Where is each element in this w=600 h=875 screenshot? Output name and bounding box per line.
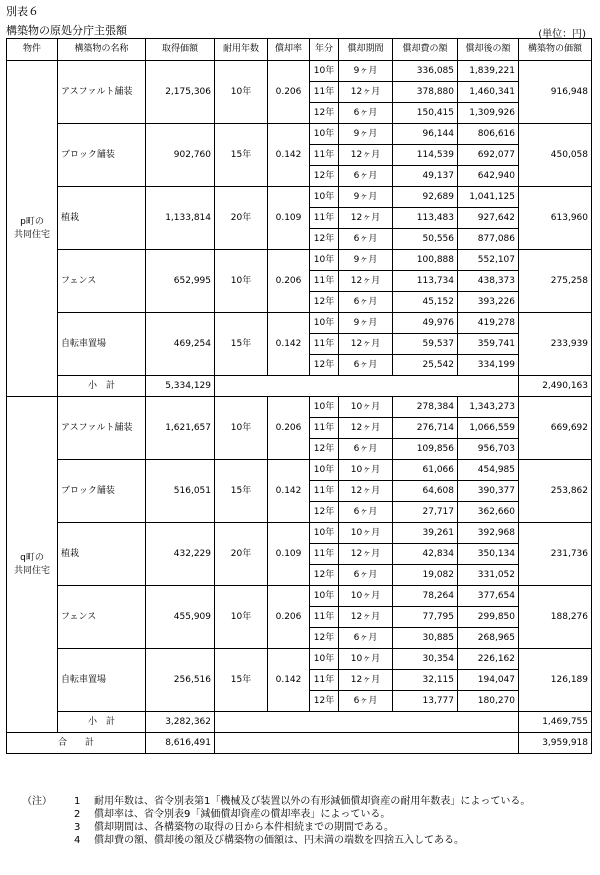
depreciation-rate: 0.142 (268, 649, 310, 712)
useful-life: 15年 (215, 460, 268, 523)
column-header: 物件 (7, 39, 58, 61)
useful-life: 15年 (215, 313, 268, 376)
depreciation-rate: 0.109 (268, 187, 310, 250)
depreciation-amount: 336,085 (393, 61, 458, 82)
valuation-table (6, 38, 592, 754)
note-number: 3 (74, 822, 81, 833)
column-header: 償却率 (268, 39, 310, 61)
depreciation-amount: 100,888 (393, 250, 458, 271)
note-row (22, 834, 534, 847)
depreciation-amount: 61,066 (393, 460, 458, 481)
period-cell: 6ヶ月 (339, 355, 393, 376)
depreciation-amount: 25,542 (393, 355, 458, 376)
book-value-after: 392,968 (458, 523, 519, 544)
year-cell: 10年 (310, 313, 339, 334)
table-row (7, 649, 592, 670)
depreciation-amount: 27,717 (393, 502, 458, 523)
depreciation-rate: 0.206 (268, 397, 310, 460)
column-header: 構築物の価額 (519, 39, 592, 61)
year-cell: 12年 (310, 439, 339, 460)
asset-value: 613,960 (519, 187, 592, 250)
book-value-after: 377,654 (458, 586, 519, 607)
year-cell: 11年 (310, 418, 339, 439)
total-value: 3,959,918 (519, 733, 592, 754)
period-cell: 6ヶ月 (339, 502, 393, 523)
period-cell: 6ヶ月 (339, 292, 393, 313)
book-value-after: 393,226 (458, 292, 519, 313)
depreciation-amount: 276,714 (393, 418, 458, 439)
book-value-after: 268,965 (458, 628, 519, 649)
note-text: 耐用年数は、省令別表第1「機械及び装置以外の有形減価償却資産の耐用年数表」によっている。 (94, 796, 531, 807)
asset-value: 126,189 (519, 649, 592, 712)
year-cell: 11年 (310, 544, 339, 565)
book-value-after: 226,162 (458, 649, 519, 670)
depreciation-amount: 19,082 (393, 565, 458, 586)
depreciation-rate: 0.142 (268, 313, 310, 376)
total-blank (215, 733, 519, 754)
subtotal-label: 小 計 (58, 712, 146, 733)
depreciation-amount: 13,777 (393, 691, 458, 712)
acquisition-cost: 2,175,306 (146, 61, 215, 124)
year-cell: 10年 (310, 61, 339, 82)
header-row (7, 39, 592, 61)
book-value-after: 1,309,926 (458, 103, 519, 124)
period-cell: 12ヶ月 (339, 418, 393, 439)
book-value-after: 877,086 (458, 229, 519, 250)
depreciation-amount: 77,795 (393, 607, 458, 628)
period-cell: 10ヶ月 (339, 397, 393, 418)
period-cell: 6ヶ月 (339, 439, 393, 460)
period-cell: 12ヶ月 (339, 481, 393, 502)
asset-value: 275,258 (519, 250, 592, 313)
book-value-after: 1,460,341 (458, 82, 519, 103)
asset-name: フェンス (58, 250, 146, 313)
acquisition-cost: 256,516 (146, 649, 215, 712)
note-row (22, 821, 534, 834)
subtotal-blank (215, 376, 519, 397)
book-value-after: 642,940 (458, 166, 519, 187)
book-value-after: 927,642 (458, 208, 519, 229)
asset-name: 植栽 (58, 523, 146, 586)
asset-name: フェンス (58, 586, 146, 649)
acquisition-cost: 516,051 (146, 460, 215, 523)
acquisition-cost: 1,621,657 (146, 397, 215, 460)
book-value-after: 454,985 (458, 460, 519, 481)
total-cost: 8,616,491 (146, 733, 215, 754)
asset-value: 916,948 (519, 61, 592, 124)
note-number: 1 (74, 796, 81, 807)
book-value-after: 692,077 (458, 145, 519, 166)
sheet-label: 別表６ (6, 5, 39, 18)
book-value-after: 299,850 (458, 607, 519, 628)
depreciation-amount: 150,415 (393, 103, 458, 124)
acquisition-cost: 432,229 (146, 523, 215, 586)
useful-life: 10年 (215, 586, 268, 649)
period-cell: 9ヶ月 (339, 124, 393, 145)
asset-name: 植栽 (58, 187, 146, 250)
year-cell: 12年 (310, 355, 339, 376)
year-cell: 12年 (310, 502, 339, 523)
depreciation-amount: 109,856 (393, 439, 458, 460)
depreciation-amount: 42,834 (393, 544, 458, 565)
useful-life: 10年 (215, 397, 268, 460)
useful-life: 15年 (215, 649, 268, 712)
period-cell: 12ヶ月 (339, 607, 393, 628)
year-cell: 12年 (310, 103, 339, 124)
year-cell: 10年 (310, 523, 339, 544)
asset-name: アスファルト舗装 (58, 397, 146, 460)
year-cell: 10年 (310, 397, 339, 418)
subtotal-blank (215, 712, 519, 733)
period-cell: 12ヶ月 (339, 208, 393, 229)
year-cell: 10年 (310, 124, 339, 145)
subtotal-value: 2,490,163 (519, 376, 592, 397)
notes-tag: （注） (22, 796, 52, 807)
acquisition-cost: 902,760 (146, 124, 215, 187)
depreciation-rate: 0.142 (268, 124, 310, 187)
period-cell: 6ヶ月 (339, 166, 393, 187)
year-cell: 11年 (310, 670, 339, 691)
depreciation-amount: 378,880 (393, 82, 458, 103)
depreciation-amount: 45,152 (393, 292, 458, 313)
asset-name: アスファルト舗装 (58, 61, 146, 124)
subtotal-cost: 5,334,129 (146, 376, 215, 397)
year-cell: 10年 (310, 586, 339, 607)
book-value-after: 194,047 (458, 670, 519, 691)
period-cell: 9ヶ月 (339, 61, 393, 82)
acquisition-cost: 652,995 (146, 250, 215, 313)
book-value-after: 359,741 (458, 334, 519, 355)
year-cell: 10年 (310, 649, 339, 670)
year-cell: 11年 (310, 271, 339, 292)
table-row (7, 523, 592, 544)
period-cell: 12ヶ月 (339, 544, 393, 565)
depreciation-amount: 114,539 (393, 145, 458, 166)
table-row (7, 313, 592, 334)
note-number: 2 (74, 809, 81, 820)
column-header: 構築物の名称 (58, 39, 146, 61)
document-title: 構築物の原処分庁主張額 (6, 24, 127, 37)
column-header: 償却期間 (339, 39, 393, 61)
period-cell: 6ヶ月 (339, 565, 393, 586)
acquisition-cost: 1,133,814 (146, 187, 215, 250)
book-value-after: 552,107 (458, 250, 519, 271)
year-cell: 12年 (310, 166, 339, 187)
period-cell: 12ヶ月 (339, 670, 393, 691)
table-row (7, 397, 592, 418)
year-cell: 11年 (310, 82, 339, 103)
subtotal-cost: 3,282,362 (146, 712, 215, 733)
subtotal-label: 小 計 (58, 376, 146, 397)
year-cell: 11年 (310, 334, 339, 355)
year-cell: 12年 (310, 691, 339, 712)
depreciation-rate: 0.206 (268, 586, 310, 649)
total-row (7, 733, 592, 754)
table-row (7, 586, 592, 607)
asset-value: 188,276 (519, 586, 592, 649)
year-cell: 11年 (310, 481, 339, 502)
subtotal-row (7, 712, 592, 733)
period-cell: 10ヶ月 (339, 460, 393, 481)
useful-life: 20年 (215, 187, 268, 250)
year-cell: 11年 (310, 607, 339, 628)
asset-name: ブロック舗装 (58, 124, 146, 187)
column-header: 取得価額 (146, 39, 215, 61)
book-value-after: 1,066,559 (458, 418, 519, 439)
asset-value: 450,058 (519, 124, 592, 187)
column-header: 耐用年数 (215, 39, 268, 61)
book-value-after: 362,660 (458, 502, 519, 523)
table-row (7, 460, 592, 481)
period-cell: 12ヶ月 (339, 334, 393, 355)
book-value-after: 334,199 (458, 355, 519, 376)
period-cell: 12ヶ月 (339, 82, 393, 103)
year-cell: 12年 (310, 292, 339, 313)
note-row (22, 808, 534, 821)
year-cell: 12年 (310, 229, 339, 250)
table-row (7, 187, 592, 208)
depreciation-amount: 49,976 (393, 313, 458, 334)
book-value-after: 180,270 (458, 691, 519, 712)
book-value-after: 806,616 (458, 124, 519, 145)
depreciation-amount: 96,144 (393, 124, 458, 145)
note-text: 償却率は、省令別表9「減価償却資産の償却率表」によっている。 (94, 809, 391, 820)
depreciation-amount: 32,115 (393, 670, 458, 691)
asset-name: 自転車置場 (58, 313, 146, 376)
depreciation-amount: 278,384 (393, 397, 458, 418)
asset-name: 自転車置場 (58, 649, 146, 712)
depreciation-amount: 59,537 (393, 334, 458, 355)
depreciation-rate: 0.206 (268, 250, 310, 313)
period-cell: 6ヶ月 (339, 103, 393, 124)
note-text: 償却費の額、償却後の額及び構築物の価額は、円未満の端数を四捨五入してある。 (94, 835, 464, 846)
book-value-after: 390,377 (458, 481, 519, 502)
table-row (7, 61, 592, 82)
asset-name: ブロック舗装 (58, 460, 146, 523)
asset-value: 669,692 (519, 397, 592, 460)
period-cell: 9ヶ月 (339, 187, 393, 208)
depreciation-amount: 30,354 (393, 649, 458, 670)
year-cell: 11年 (310, 145, 339, 166)
book-value-after: 956,703 (458, 439, 519, 460)
useful-life: 20年 (215, 523, 268, 586)
book-value-after: 331,052 (458, 565, 519, 586)
period-cell: 12ヶ月 (339, 271, 393, 292)
year-cell: 12年 (310, 628, 339, 649)
year-cell: 11年 (310, 208, 339, 229)
table-body (7, 61, 592, 754)
period-cell: 12ヶ月 (339, 145, 393, 166)
useful-life: 15年 (215, 124, 268, 187)
column-header: 償却費の額 (393, 39, 458, 61)
year-cell: 10年 (310, 250, 339, 271)
book-value-after: 1,343,273 (458, 397, 519, 418)
column-header: 年分 (310, 39, 339, 61)
note-row (22, 795, 534, 808)
depreciation-amount: 78,264 (393, 586, 458, 607)
depreciation-amount: 113,734 (393, 271, 458, 292)
period-cell: 6ヶ月 (339, 229, 393, 250)
note-text: 償却期間は、各構築物の取得の日から本件相続までの期間である。 (94, 822, 394, 833)
depreciation-amount: 50,556 (393, 229, 458, 250)
depreciation-amount: 64,608 (393, 481, 458, 502)
book-value-after: 350,134 (458, 544, 519, 565)
note-number: 4 (74, 835, 81, 846)
asset-value: 253,862 (519, 460, 592, 523)
subtotal-value: 1,469,755 (519, 712, 592, 733)
depreciation-rate: 0.109 (268, 523, 310, 586)
table-row (7, 250, 592, 271)
period-cell: 9ヶ月 (339, 250, 393, 271)
subtotal-row (7, 376, 592, 397)
notes (22, 795, 534, 847)
depreciation-amount: 30,885 (393, 628, 458, 649)
period-cell: 6ヶ月 (339, 628, 393, 649)
depreciation-amount: 39,261 (393, 523, 458, 544)
book-value-after: 1,839,221 (458, 61, 519, 82)
year-cell: 10年 (310, 460, 339, 481)
acquisition-cost: 469,254 (146, 313, 215, 376)
depreciation-amount: 113,483 (393, 208, 458, 229)
depreciation-rate: 0.206 (268, 61, 310, 124)
total-label: 合 計 (7, 733, 146, 754)
asset-value: 231,736 (519, 523, 592, 586)
column-header: 償却後の額 (458, 39, 519, 61)
asset-value: 233,939 (519, 313, 592, 376)
period-cell: 6ヶ月 (339, 691, 393, 712)
property-name: q町の 共同住宅 (7, 397, 58, 733)
year-cell: 10年 (310, 187, 339, 208)
useful-life: 10年 (215, 61, 268, 124)
period-cell: 10ヶ月 (339, 586, 393, 607)
book-value-after: 419,278 (458, 313, 519, 334)
book-value-after: 1,041,125 (458, 187, 519, 208)
useful-life: 10年 (215, 250, 268, 313)
acquisition-cost: 455,909 (146, 586, 215, 649)
depreciation-rate: 0.142 (268, 460, 310, 523)
year-cell: 12年 (310, 565, 339, 586)
unit-label: (単位：円) (538, 29, 586, 40)
period-cell: 10ヶ月 (339, 649, 393, 670)
period-cell: 9ヶ月 (339, 313, 393, 334)
property-name: p町の 共同住宅 (7, 61, 58, 397)
depreciation-amount: 49,137 (393, 166, 458, 187)
table-row (7, 124, 592, 145)
depreciation-amount: 92,689 (393, 187, 458, 208)
period-cell: 10ヶ月 (339, 523, 393, 544)
book-value-after: 438,373 (458, 271, 519, 292)
